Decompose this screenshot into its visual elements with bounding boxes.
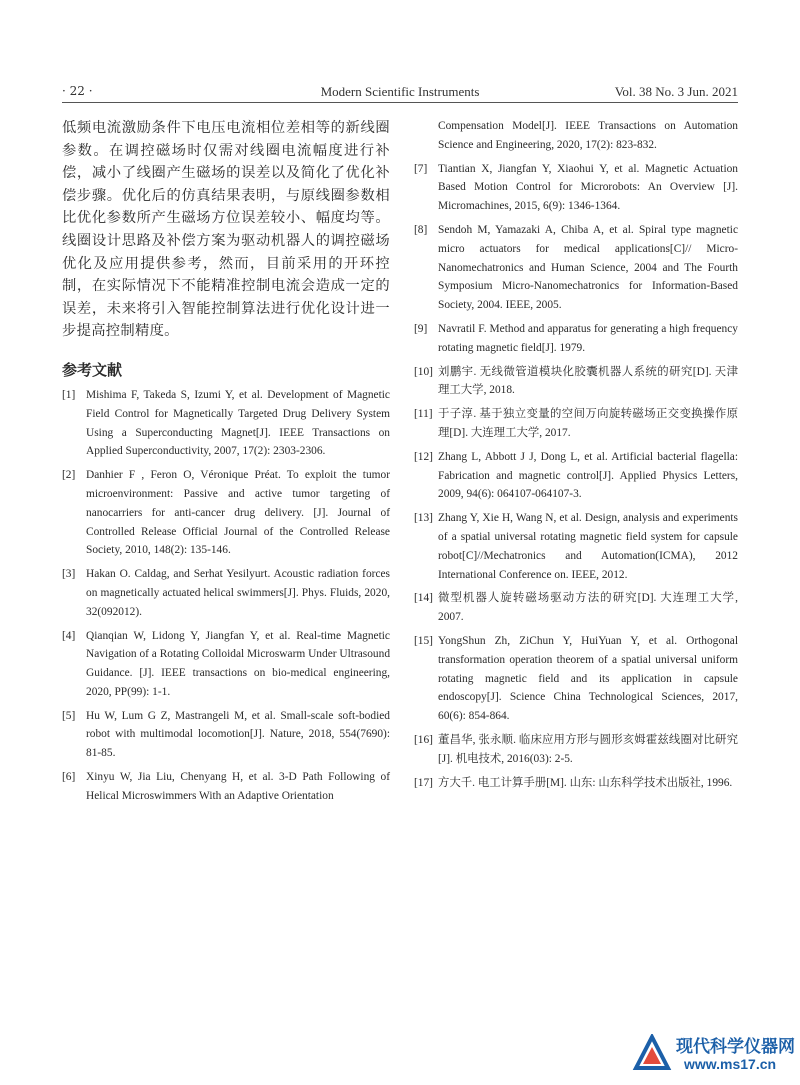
reference-number: [17] [414,776,433,789]
reference-item [414,221,738,315]
reference-number: [2] [62,469,76,482]
reference-text: 刘鹏宇. 无线微管道模块化胶囊机器人系统的研究[D]. 天津理工大学, 2018. [438,365,738,397]
reference-number: [13] [414,512,433,525]
page-number: · 22 · [62,84,93,98]
reference-list-left [62,386,390,806]
reference-text: 微型机器人旋转磁场驱动方法的研究[D]. 大连理工大学, 2007. [438,592,738,624]
left-column [62,117,390,811]
reference-item [414,117,738,155]
reference-item [62,627,390,702]
reference-number: [3] [62,568,76,581]
reference-item [62,565,390,621]
reference-number: [12] [414,450,433,463]
volume-issue: Vol. 38 No. 3 Jun. 2021 [614,84,738,99]
references-heading: 参考文献 [62,360,123,379]
reference-text: 方大千. 电工计算手册[M]. 山东: 山东科学技术出版社, 1996. [438,776,733,789]
journal-title: Modern Scientific Instruments [320,84,480,99]
reference-text: Hakan O. Caldag, and Serhat Yesilyurt. Acoustic radiation forces on magnetically actuated helical swimmers[J]. Phys. Fluids, 2020, 32(092012). [86,568,390,618]
reference-item [414,363,738,401]
reference-item [62,466,390,560]
reference-number: [1] [62,388,76,401]
watermark-name: 现代科学仪器网 [676,1037,795,1057]
reference-text: Sendoh M, Yamazaki A, Chiba A, et al. Spiral type magnetic micro actuators for medical applications[C]// Micro-Nanomechatronics and Human Science, 2004 and The Fourth Symposium Micro-Nanomechatronics for Information-Based Society, 2004. IEEE, 2005. [438,223,738,312]
reference-item [62,707,390,763]
reference-number: [5] [62,709,76,722]
reference-text: Danhier F , Feron O, Véronique Préat. To exploit the tumor microenvironment: Passive and active tumor targeting of nanocarriers for anti-cancer drug delivery. [J]. Journal of Controlled Release Official Journal of the Controlled Release Society, 2010, 148(2): 135-146. [86,469,390,557]
reference-list-right [414,160,738,793]
reference-item [62,768,390,806]
header-rule [62,102,738,103]
reference-number: [15] [414,634,433,647]
right-column [414,117,738,797]
reference-number: [7] [414,162,428,175]
reference-item [414,589,738,627]
reference-number: [8] [414,223,428,236]
reference-text: Zhang L, Abbott J J, Dong L, et al. Artificial bacterial flagella: Fabrication and magnetic control[J]. Applied Physics Letters, 2009, 94(6): 064107-064107-3. [438,450,738,501]
reference-item [414,320,738,358]
reference-item [62,386,390,461]
reference-number: [9] [414,322,428,335]
reference-text: Mishima F, Takeda S, Izumi Y, et al. Development of Magnetic Field Control for Magnetically Targeted Drug Delivery System Using a Superconducting Magnet[J]. IEEE Transactions on Applied Superconductivity, 2007, 17(2): 2303-2306. [86,388,390,458]
reference-text: 董昌华, 张永顺. 临床应用方形与圆形亥姆霍兹线圈对比研究[J]. 机电技术, 2016(03): 2-5. [438,733,738,765]
reference-item [414,448,738,504]
running-header [62,84,738,104]
reference-text: Navratil F. Method and apparatus for generating a high frequency rotating magnetic field[J]. 1979. [438,322,738,354]
watermark-url: www.ms17.cn [684,1056,777,1072]
reference-text: 于子淳. 基于独立变量的空间万向旋转磁场正交变换操作原理[D]. 大连理工大学, 2017. [438,408,738,439]
reference-item [414,774,738,793]
reference-number: [10] [414,365,433,378]
reference-text: Tiantian X, Jiangfan Y, Xiaohui Y, et al. Magnetic Actuation Based Motion Control for Microrobots: An Overview [J]. Micromachines, 2015, 6(9): 1346-1364. [438,162,738,213]
reference-text: YongShun Zh, ZiChun Y, HuiYuan Y, et al. Orthogonal transformation operation theorem of a spatial universal uniform rotating magnetic field and its application in capsule endoscopy[J]. Science China Technological Sciences, 2017, 60(6): 854-864. [438,634,738,723]
reference-number: [14] [414,592,433,605]
reference-item [414,731,738,769]
reference-number: [4] [62,629,76,642]
reference-text: Qianqian W, Lidong Y, Jiangfan Y, et al. Real-time Magnetic Navigation of a Rotating Colloidal Microswarm Under Ultrasound Guidance. [J]. IEEE transactions on bio-medical engineering, 2020, PP(99): 1-1. [86,629,391,698]
reference-text: Zhang Y, Xie H, Wang N, et al. Design, analysis and experiments of a spatial universal rotating magnetic field system for capsule robot[C]//Mechatronics and Automation(ICMA), 2012 International Conference on. IEEE, 2012. [438,512,738,581]
reference-item [414,509,738,584]
site-watermark [632,1030,795,1080]
reference-item [414,405,738,443]
reference-text: Hu W, Lum G Z, Mastrangeli M, et al. Small-scale soft-bodied robot with multimodal locomotion[J]. Nature, 2018, 554(7690): 81-85. [86,709,390,760]
reference-number: [16] [414,733,433,746]
reference-number: [11] [414,408,433,421]
reference-item [414,632,738,726]
reference-text: Xinyu W, Jia Liu, Chenyang H, et al. 3-D Path Following of Helical Microswimmers With an Adaptive Orientation [86,771,390,802]
reference-number: [6] [62,771,76,784]
conclusion-paragraph: 低频电流激励条件下电压电流相位差相等的新线圈参数。在调控磁场时仅需对线圈电流幅度进行补偿，减小了线圈产生磁场的误差以及简化了优化补偿步骤。优化后的仿真结果表明，与原线圈参数相比优化参数所产生磁场方位误差较小、幅度均等。线圈设计思路及补偿方案为驱动机器人的调控磁场优化及应用提供参考，然而，目前采用的开环控制，在实际情况下不能精准控制电流会造成一定的误差，未来将引入智能控制算法进行优化设计进一步提高控制精度。 [62,120,390,340]
reference-item [414,160,738,216]
reference-continuation: Compensation Model[J]. IEEE Transactions on Automation Science and Engineering, 2020, 17(2): 823-832. [438,120,738,151]
watermark-logo-icon [632,1034,672,1074]
